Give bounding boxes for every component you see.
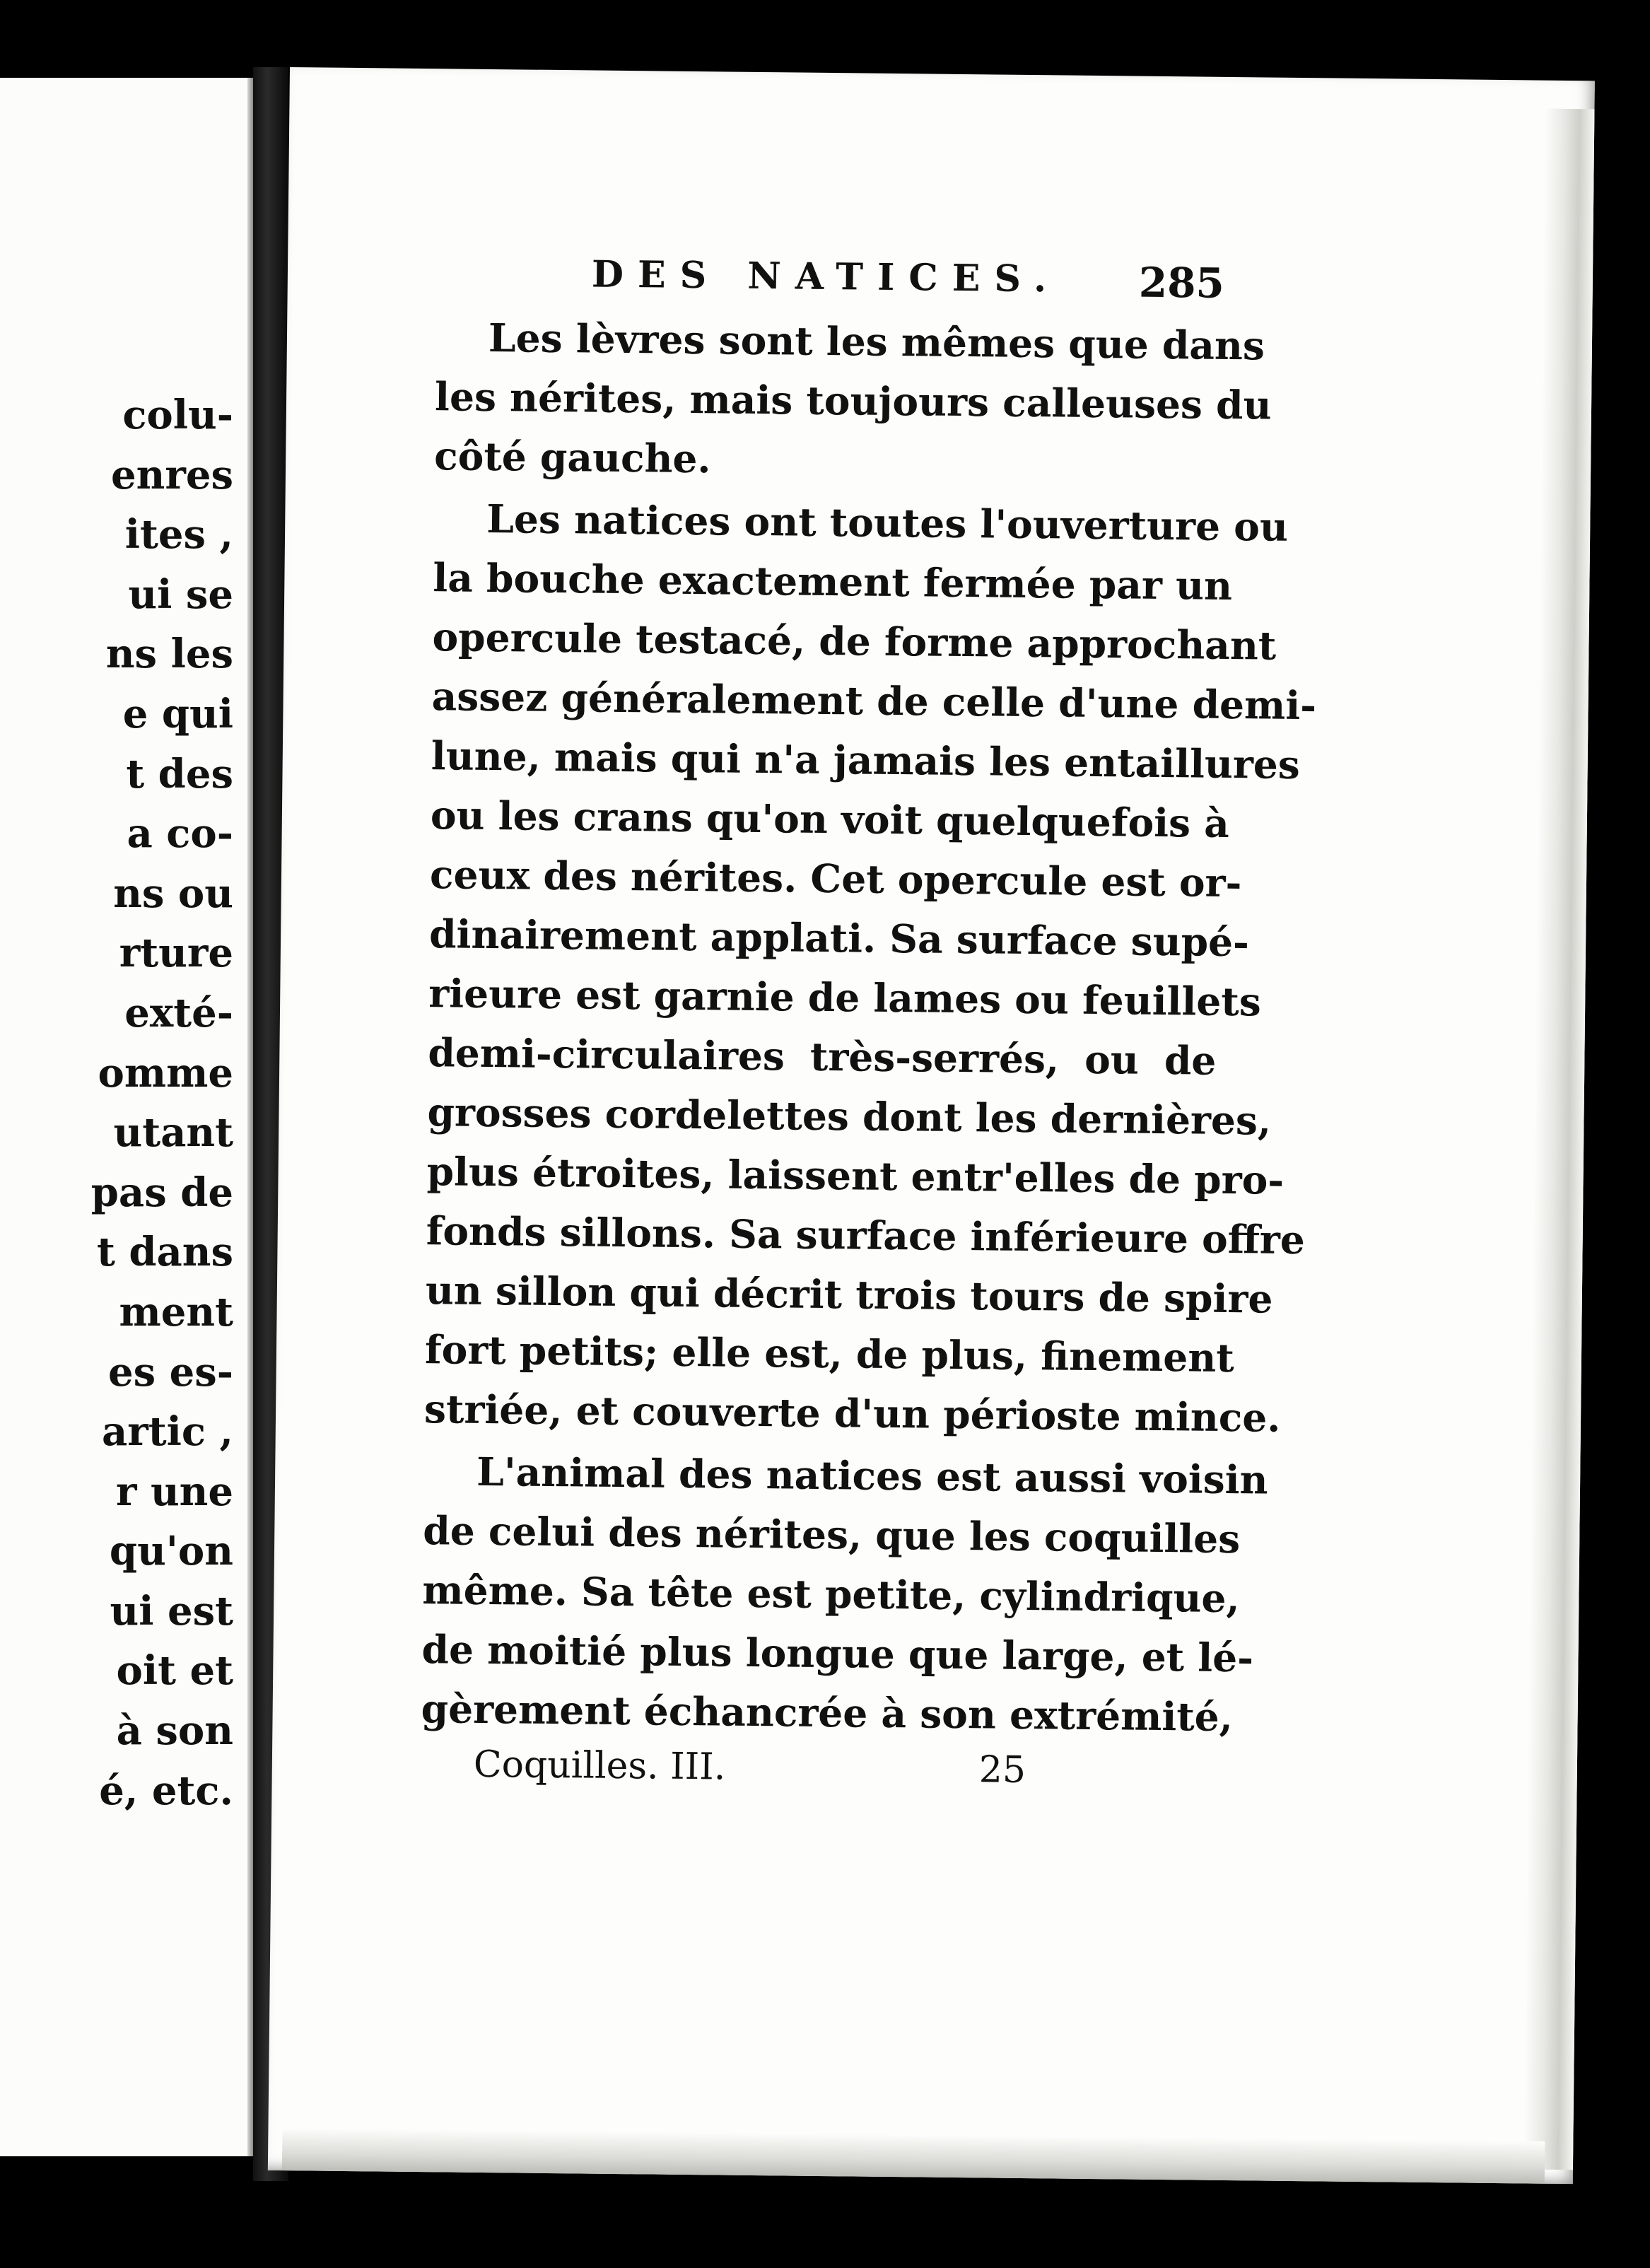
previous-page-line: ui est: [110, 1587, 233, 1635]
text-line: Les lèvres sont les mêmes que dans: [488, 314, 1265, 369]
previous-page-line: ites ,: [124, 511, 233, 559]
previous-page-line: é, etc.: [99, 1767, 233, 1814]
previous-page-line: ns ou: [113, 870, 233, 917]
paragraph: [421, 1442, 1268, 1747]
previous-page-line: ment: [119, 1288, 233, 1335]
previous-page-line: enres: [110, 451, 233, 498]
text-line: de celui des nérites, que les coquilles: [422, 1507, 1241, 1562]
text-line: grosses cordelettes dont les dernières,: [427, 1089, 1272, 1144]
page-text-block: [420, 251, 1317, 1815]
previous-page-line: à son: [116, 1707, 233, 1755]
current-page: [268, 67, 1595, 2184]
paragraph: [433, 308, 1272, 494]
text-line: lune, mais qui n'a jamais les entaillures: [431, 732, 1301, 788]
previous-page-line: t des: [126, 750, 233, 797]
previous-page-line: colu-: [122, 392, 233, 438]
previous-page-fragment: [0, 78, 259, 2156]
text-line: fonds sillons. Sa surface inférieure offre: [426, 1208, 1306, 1263]
previous-page-line: artic ,: [101, 1408, 233, 1456]
signature-line: [420, 1743, 1209, 1815]
text-line: striée, et couverte d'un périoste mince.: [423, 1386, 1281, 1441]
text-line: gèrement échancrée à son extrémité,: [421, 1685, 1234, 1741]
page-bottom-edge: [282, 2128, 1545, 2184]
previous-page-line: omme: [98, 1049, 233, 1097]
text-line: rieure est garnie de lames ou feuillets: [428, 970, 1262, 1025]
text-line: côté gauche.: [433, 433, 711, 482]
previous-page-line: es es-: [107, 1348, 233, 1396]
previous-page-line: r une: [115, 1468, 233, 1515]
previous-page-line: ui se: [128, 571, 233, 618]
running-head: [435, 251, 1224, 316]
previous-page-line: a co-: [127, 810, 233, 858]
page-fore-edge: [1523, 109, 1595, 2170]
text-line: les nérites, mais toujours calleuses du: [434, 373, 1272, 428]
previous-page-line: oit et: [116, 1647, 233, 1695]
running-title: DES NATICES.: [591, 252, 1061, 301]
text-line: même. Sa tête est petite, cylindrique,: [422, 1567, 1240, 1622]
text-line: L'animal des natices est aussi voisin: [476, 1448, 1268, 1503]
previous-page-line: rture: [119, 930, 233, 977]
text-line: la bouche exactement fermée par un: [433, 554, 1233, 609]
text-line: de moitié plus longue que large, et lé-: [421, 1626, 1254, 1681]
previous-page-line: exté-: [124, 989, 233, 1036]
text-line: un sillon qui décrit trois tours de spire: [425, 1267, 1273, 1322]
body-text: [421, 308, 1317, 1747]
text-line: opercule testacé, de forme approchant: [432, 614, 1277, 669]
text-line: Les natices ont toutes l'ouverture ou: [486, 495, 1289, 550]
signature-mark: 25: [978, 1748, 1026, 1792]
text-line: assez généralement de celle d'une demi-: [431, 673, 1317, 729]
signature-text: Coquilles. III.: [473, 1743, 726, 1789]
page-number: 285: [1138, 258, 1225, 308]
previous-page-line: ns les: [105, 631, 233, 678]
previous-page-line: t dans: [96, 1229, 233, 1276]
text-line: plus étroites, laissent entr'elles de pro-: [426, 1148, 1285, 1203]
text-line: demi-circulaires très-serrés, ou de: [428, 1029, 1217, 1084]
previous-page-text: [91, 385, 233, 1820]
previous-page-line: pas de: [90, 1169, 233, 1216]
text-line: dinairement applati. Sa surface supé-: [428, 911, 1250, 966]
text-line: ou les crans qu'on voit quelquefois à: [430, 792, 1230, 846]
text-line: fort petits; elle est, de plus, finement: [424, 1326, 1235, 1381]
previous-page-line: utant: [113, 1109, 233, 1157]
previous-page-line: qu'on: [109, 1528, 233, 1575]
paragraph: [423, 489, 1317, 1447]
previous-page-line: e qui: [122, 690, 233, 737]
text-line: ceux des nérites. Cet opercule est or-: [429, 851, 1242, 906]
